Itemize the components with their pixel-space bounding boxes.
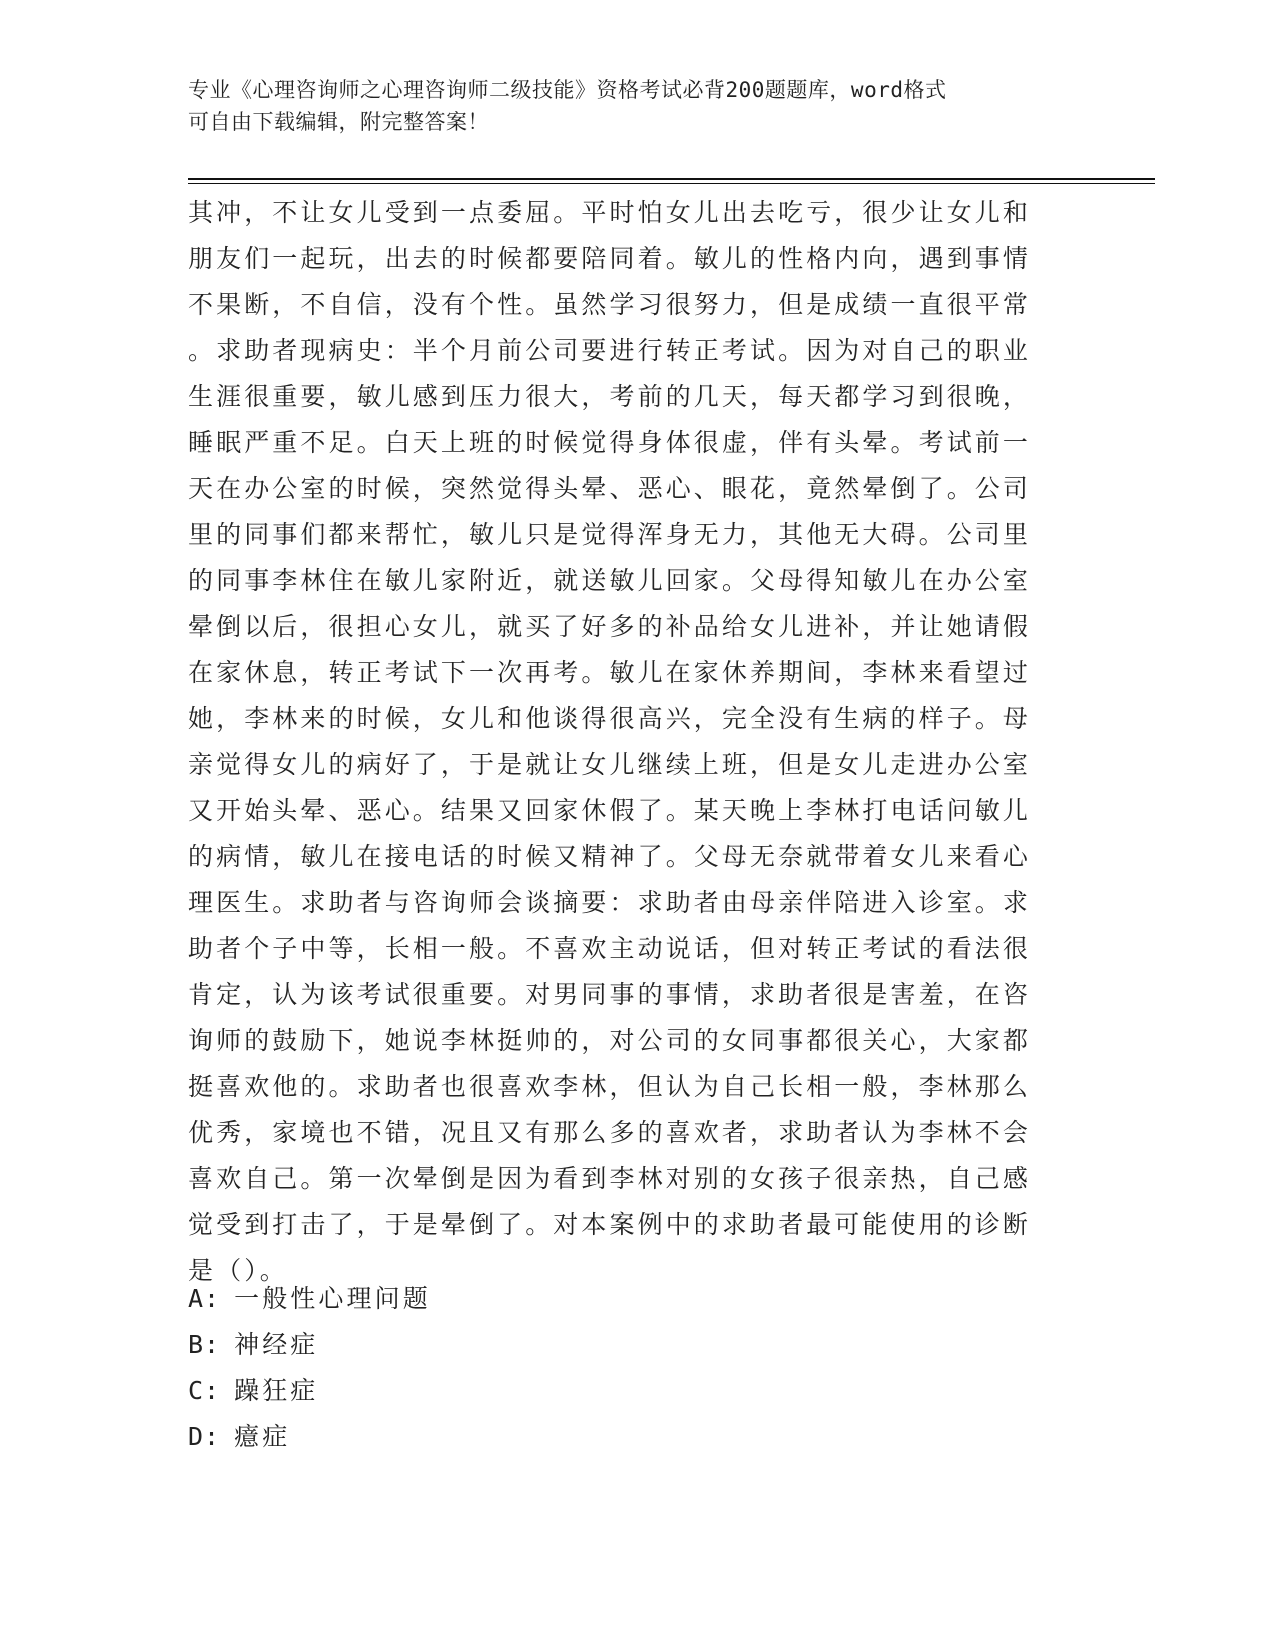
question-line: 亲觉得女儿的病好了，于是就让女儿继续上班，但是女儿走进办公室 [188, 750, 1032, 779]
option-b [188, 1322, 1058, 1368]
question-text [188, 190, 1058, 1294]
question-line: 其冲，不让女儿受到一点委屈。平时怕女儿出去吃亏，很少让女儿和 [188, 198, 1032, 227]
question-line: 挺喜欢他的。求助者也很喜欢李林，但认为自己长相一般，李林那么 [188, 1072, 1032, 1101]
question-line: 生涯很重要，敏儿感到压力很大，考前的几天，每天都学习到很晚， [188, 382, 1032, 411]
option-key: C: [188, 1376, 221, 1405]
question-line: 在家休息，转正考试下一次再考。敏儿在家休养期间，李林来看望过 [188, 658, 1032, 687]
question-line: 助者个子中等，长相一般。不喜欢主动说话，但对转正考试的看法很 [188, 934, 1032, 963]
option-key: D: [188, 1422, 221, 1451]
header-line: 专业《心理咨询师之心理咨询师二级技能》资格考试必背200题题库，word格式 [188, 78, 947, 102]
header-divider-thin [188, 183, 1155, 184]
question-line: 的病情，敏儿在接电话的时候又精神了。父母无奈就带着女儿来看心 [188, 842, 1032, 871]
question-line: 肯定，认为该考试很重要。对男同事的事情，求助者很是害羞，在咨 [188, 980, 1032, 1009]
question-line: 。求助者现病史：半个月前公司要进行转正考试。因为对自己的职业 [188, 336, 1032, 365]
question-line: 睡眠严重不足。白天上班的时候觉得身体很虚，伴有头晕。考试前一 [188, 428, 1032, 457]
question-line: 又开始头晕、恶心。结果又回家休假了。某天晚上李林打电话问敏儿 [188, 796, 1032, 825]
question-line: 朋友们一起玩，出去的时候都要陪同着。敏儿的性格内向，遇到事情 [188, 244, 1032, 273]
question-line: 询师的鼓励下，她说李林挺帅的，对公司的女同事都很关心，大家都 [188, 1026, 1032, 1055]
answer-options [188, 1276, 1058, 1460]
page-header [188, 74, 1068, 138]
option-a [188, 1276, 1058, 1322]
option-key: B: [188, 1330, 221, 1359]
question-line: 不果断，不自信，没有个性。虽然学习很努力，但是成绩一直很平常 [188, 290, 1032, 319]
question-line: 优秀，家境也不错，况且又有那么多的喜欢者，求助者认为李林不会 [188, 1118, 1032, 1147]
option-key: A: [188, 1284, 221, 1313]
option-d [188, 1414, 1058, 1460]
question-line: 理医生。求助者与咨询师会谈摘要：求助者由母亲伴陪进入诊室。求 [188, 888, 1032, 917]
question-line: 的同事李林住在敏儿家附近，就送敏儿回家。父母得知敏儿在办公室 [188, 566, 1032, 595]
option-text: 癔症 [234, 1422, 291, 1451]
question-line: 是（）。 [188, 1256, 288, 1285]
question-line: 天在办公室的时候，突然觉得头晕、恶心、眼花，竟然晕倒了。公司 [188, 474, 1032, 503]
question-line: 觉受到打击了，于是晕倒了。对本案例中的求助者最可能使用的诊断 [188, 1210, 1032, 1239]
option-c [188, 1368, 1058, 1414]
header-line: 可自由下载编辑，附完整答案！ [188, 110, 489, 134]
question-line: 喜欢自己。第一次晕倒是因为看到李林对别的女孩子很亲热，自己感 [188, 1164, 1032, 1193]
question-line: 她，李林来的时候，女儿和他谈得很高兴，完全没有生病的样子。母 [188, 704, 1032, 733]
question-line: 晕倒以后，很担心女儿，就买了好多的补品给女儿进补，并让她请假 [188, 612, 1032, 641]
option-text: 躁狂症 [234, 1376, 319, 1405]
option-text: 神经症 [234, 1330, 319, 1359]
question-line: 里的同事们都来帮忙，敏儿只是觉得浑身无力，其他无大碍。公司里 [188, 520, 1032, 549]
header-divider-thick [188, 178, 1155, 180]
option-text: 一般性心理问题 [234, 1284, 431, 1313]
